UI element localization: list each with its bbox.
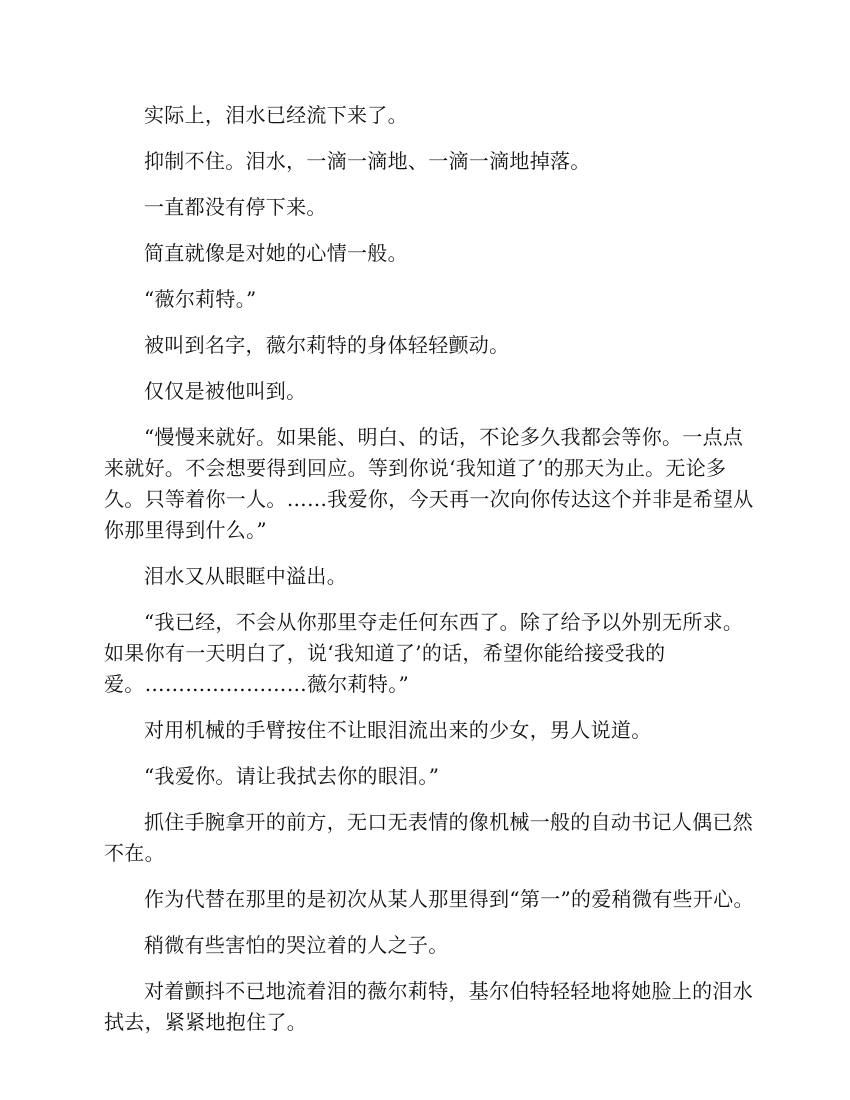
- paragraph: 作为代替在那里的是初次从某人那里得到“第一”的爱稍微有些开心。: [144, 887, 754, 911]
- document-body: [104, 100, 754, 1053]
- paragraph: 简直就像是对她的心情一般。: [144, 241, 408, 265]
- paragraph: 对用机械的手臂按住不让眼泪流出来的少女，男人说道。: [144, 718, 652, 742]
- paragraph: “我爱你。请让我拭去你的眼泪。”: [144, 764, 440, 788]
- paragraph: 稍微有些害怕的哭泣着的人之子。: [144, 933, 449, 957]
- paragraph: 抑制不住。泪水，一滴一滴地、一滴一滴地掉落。: [144, 149, 591, 173]
- paragraph: 仅仅是被他叫到。: [144, 379, 307, 403]
- paragraph: 抓住手腕拿开的前方，无口无表情的像机械一般的自动书记人偶已然不在。: [104, 810, 753, 865]
- paragraph: 被叫到名字，薇尔莉特的身体轻轻颤动。: [144, 333, 510, 357]
- paragraph: 泪水又从眼眶中溢出。: [144, 564, 347, 588]
- paragraph: “慢慢来就好。如果能、明白、的话，不论多久我都会等你。一点点来就好。不会想要得到回应。等到你说‘我知道了’的那天为止。无论多久。只等着你一人。……我爱你，今天再一次向你传达这个并非是希望从你那里得到什么。”: [104, 425, 754, 542]
- paragraph: “薇尔莉特。”: [144, 287, 257, 311]
- paragraph: 一直都没有停下来。: [144, 195, 327, 219]
- paragraph: 实际上，泪水已经流下来了。: [144, 103, 408, 127]
- paragraph: 对着颤抖不已地流着泪的薇尔莉特，基尔伯特轻轻地将她脸上的泪水拭去，紧紧地抱住了。: [104, 979, 753, 1034]
- paragraph: “我已经，不会从你那里夺走任何东西了。除了给予以外别无所求。如果你有一天明白了，说‘我知道了’的话，希望你能给接受我的爱。……………………薇尔莉特。”: [104, 610, 744, 696]
